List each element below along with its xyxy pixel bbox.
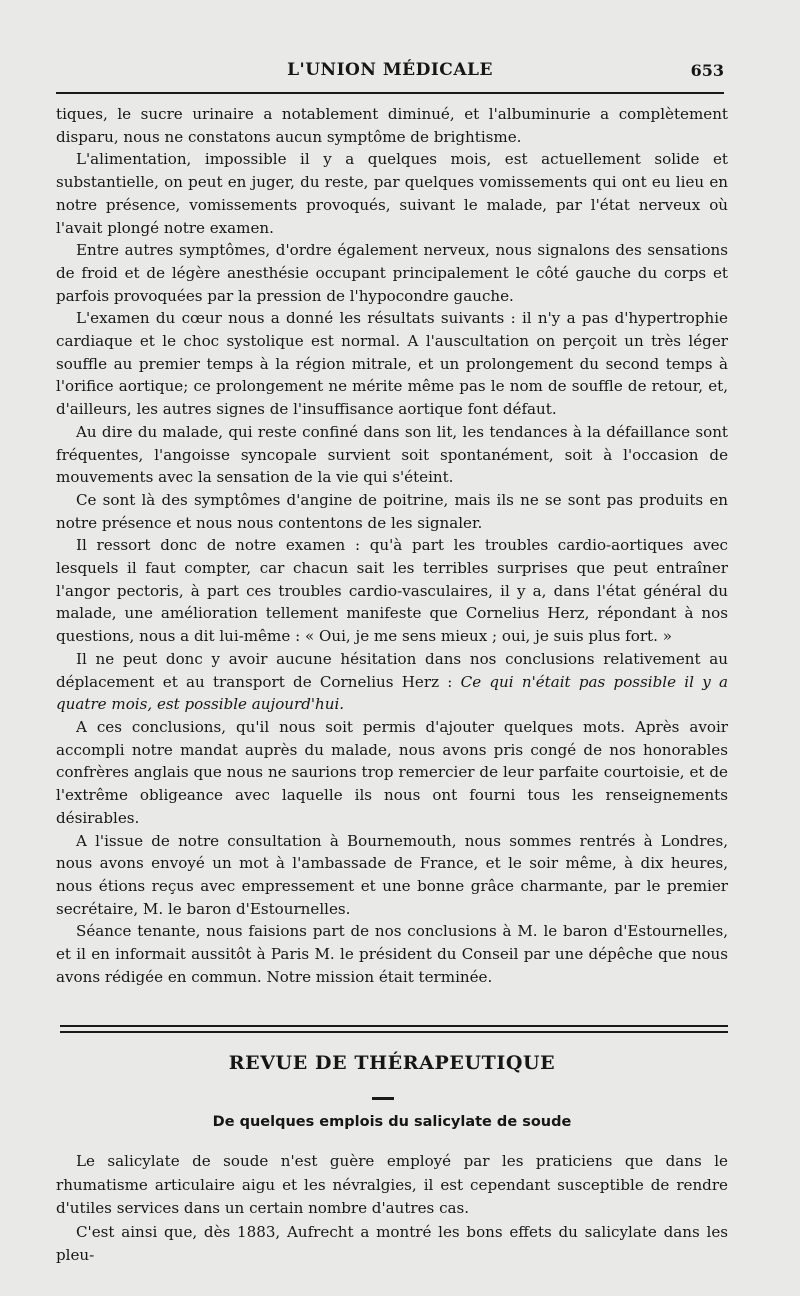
conclusion-italic: Ce qui n'était pas possible il y a quatre mois, est possible aujourd'hui. [56,672,728,714]
paragraph: L'examen du cœur nous a donné les résultats suivants : il n'y a pas d'hypertrophie cardiaque et le choc systolique est normal. A l'auscultation on perçoit un très léger souffle au premier temps à la région mitrale, et un prolongement du second temps à l'orifice aortique; ce prolongement ne mérite même pas le nom de souffle de retour, et, d'ailleurs, les autres signes de l'insuffisance aortique font défaut. [56,309,728,419]
paragraph: Séance tenante, nous faisions part de nos conclusions à M. le baron d'Estournelles, et il en informait aussitôt à Paris M. le président du Conseil par une dépêche que nous avons rédigée en commun. Notre mission était terminée. [56,922,728,986]
conclusion-paragraph [56,648,728,716]
article-title: De quelques emplois du salicylate de soude [212,1114,572,1130]
paragraph: C'est ainsi que, dès 1883, Aufrecht a montré les bons effets du salicylate dans les pleu- [56,1222,728,1264]
article-body [56,103,728,988]
paragraph: Le salicylate de soude n'est guère employé par les praticiens que dans le rhumatisme articulaire aigu et les névralgies, il est cependant susceptible de rendre d'utiles services dans un certain nombre d'autres cas. [56,1152,728,1217]
paragraph: Entre autres symptômes, d'ordre également nerveux, nous signalons des sensations de froid et de légère anesthésie occupant principalement le côté gauche du corps et parfois provoquées par la pression de l'hypocondre gauche. [56,241,728,305]
header-rule [56,92,724,94]
page-number: 653 [690,61,724,80]
paragraph: A ces conclusions, qu'il nous soit permis d'ajouter quelques mots. Après avoir accompli notre mandat auprès du malade, nous avons pris congé de nos honorables confrères anglais que nous ne saurions trop remercier de leur parfaite courtoisie, et de l'extrême obligeance avec laquelle ils nous ont fourni tous les renseignements désirables. [56,717,728,827]
page-header [56,52,724,86]
paragraph: Il ressort donc de notre examen : qu'à part les troubles cardio-aortiques avec lesquels il faut compter, car chacun sait les terribles surprises que peut entraîner l'angor pectoris, à part ces troubles cardio-vasculaires, il y a, dans l'état général du malade, une amélioration tellement manifeste que Cornelius Herz, répondant à nos questions, nous a dit lui-même : « Oui, je me sens mieux ; oui, je suis plus fort. » [56,536,728,646]
section-divider-top [60,1025,728,1027]
running-title: L'UNION MÉDICALE [287,60,493,80]
paragraph: L'alimentation, impossible il y a quelques mois, est actuellement solide et substantielle, on peut en juger, du reste, par quelques vomissements qui ont eu lieu en notre présence, vomissements provoqués, suivant le malade, par l'état nerveux où l'avait plongé notre examen. [56,150,728,237]
section-dash [372,1097,394,1100]
paragraph: tiques, le sucre urinaire a notablement diminué, et l'albuminurie a complètement disparu, nous ne constatons aucun symptôme de brightisme. [56,105,728,146]
section-title: REVUE DE THÉRAPEUTIQUE [228,1052,556,1074]
paragraph: Ce sont là des symptômes d'angine de poitrine, mais ils ne se sont pas produits en notre présence et nous nous contentons de les signaler. [56,490,728,532]
article-body-2 [56,1150,728,1268]
paragraph: A l'issue de notre consultation à Bournemouth, nous sommes rentrés à Londres, nous avons envoyé un mot à l'ambassade de France, et le soir même, à dix heures, nous étions reçus avec empressement et une bonne grâce charmante, par le premier secrétaire, M. le baron d'Estournelles. [56,831,728,918]
conclusion-lead: Il ne peut donc y avoir aucune hésitation dans nos conclusions relativement au déplacement et au transport de Cornelius Herz : [56,649,728,691]
paragraph: Au dire du malade, qui reste confiné dans son lit, les tendances à la défaillance sont fréquentes, l'angoisse syncopale survient soit spontanément, soit à l'occasion de mouvements avec la sensation de la vie qui s'éteint. [56,422,728,487]
section-divider-bottom [60,1031,728,1033]
